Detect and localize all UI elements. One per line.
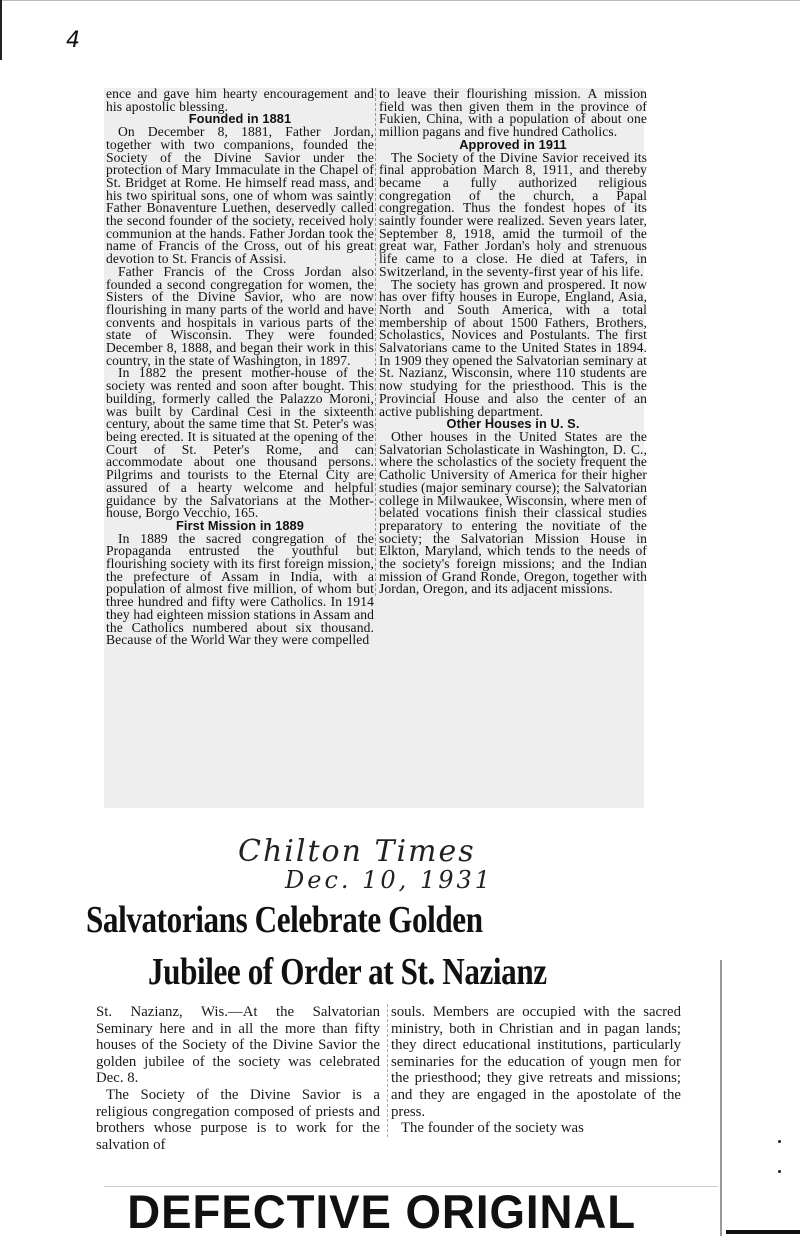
section-subheading: First Mission in 1889 — [176, 517, 304, 533]
section-subheading: Other Houses in U. S. — [446, 416, 580, 432]
handwritten-date: Dec. 10, 1931 — [285, 866, 494, 894]
upper-clipping — [104, 86, 647, 808]
article-left-column — [96, 1004, 380, 1153]
bottom-edge-bar — [726, 1230, 800, 1234]
page-top-edge — [0, 0, 800, 1]
paragraph: In 1889 the sacred congregation of the Propaganda entrusted the youthful but flourishing society with its first foreign mission, the prefecture of Assam in India, with a population of almost five million, of whom but three hundred and fifty were Catholics. In 1914 they had eighteen mission stations in Assam and the Catholics numbered about six thousand. Because of the World War they were compelled — [106, 530, 374, 648]
paragraph: St. Nazianz, Wis.—At the Salvatorian Seminary here and in all the more than fifty houses of the Society of the Divine Savior the golden jubilee of the society was celebrated Dec. 8. — [96, 1004, 380, 1087]
paragraph: souls. Members are occupied with the sacred ministry, both in Christian and in pagan lands; they direct educational institutions, particularly seminaries for the education of yougn men for the priesthood; they give retreats and missions; and they are engaged in the apostolate of the press. — [391, 1004, 681, 1120]
headline-line-1: Salvatorians Celebrate Golden — [86, 899, 483, 941]
upper-right-column — [375, 88, 647, 596]
paragraph: The founder of the society was — [401, 1120, 584, 1137]
defective-original-stamp — [104, 1186, 718, 1237]
section-subheading: Approved in 1911 — [459, 136, 567, 152]
page-number: 4 — [66, 28, 80, 53]
paragraph: On December 8, 1881, Father Jordan, together with two companions, founded the Society of the Divine Savior under the protection of Mary Immaculate in the Chapel of St. Bridget at Rome. He himself read mass, and his two spiritual sons, one of whom was saintly Father Bonaventure Luethen, deservedly called the second founder of the society, received holy communion at the hands. Father Jordan took the name of Francis of the Cross, out of his great devotion to St. Francis of Assisi. — [106, 124, 374, 267]
stamp-text: DEFECTIVE ORIGINAL — [127, 1185, 637, 1238]
paragraph: In 1882 the present mother-house of the society was rented and soon after bought. This building, formerly called the Palazzo Moroni, was built by Cardinal Cesi in the sixteenth century, about the same time that St. Peter's was being erected. It is situated at the opening of the Court of St. Peter's Rome, and can accommodate about one thousand persons. Pilgrims and tourists to the Eternal City are assured of a hearty welcome and helpful guidance by the Salvatorians at the Mother-house, Borgo Vecchio, 165. — [106, 365, 374, 521]
article-right-column — [387, 1004, 681, 1137]
paragraph: Father Francis of the Cross Jordan also founded a second congregation for women, the Sisters of the Divine Savior, who are now flourishing in many parts of the world and have convents and hospitals in various parts of the state of Wisconsin. They were founded December 8, 1888, and began their work in this country, in the state of Washington, in 1897. — [106, 263, 374, 368]
section-subheading: Founded in 1881 — [188, 111, 292, 127]
handwritten-source: Chilton Times — [238, 834, 476, 869]
paragraph: Other houses in the United States are the Salvatorian Scholasticate in Washington, D. C., where the scholastics of the society frequent the Catholic University of America for their higher studies (major seminary course); the Salvatorian college in Milwaukee, Wisconsin, where men of belated vocations finish their classical studies preparatory to entering the novitiate of the society; the Salvatorian Mission House in Elkton, Maryland, which tends to the needs of the society's foreign missions; and the Indian mission of Grand Ronde, Oregon, together with Jordan, Oregon, and its adjacent missions. — [379, 428, 647, 597]
page-left-edge — [0, 0, 2, 60]
paragraph: to leave their flourishing mission. A mission field was then given them in the province of Fukien, China, with a population of about one million pagans and five hundred Catholics. — [379, 86, 647, 140]
speck-mark — [778, 1170, 781, 1173]
headline-line-2: Jubilee of Order at St. Nazianz — [148, 951, 547, 993]
upper-left-column — [106, 88, 374, 647]
paragraph: The Society of the Divine Savior is a religious congregation composed of priests and brothers whose purpose is to work for the salvation of — [96, 1086, 380, 1153]
speck-mark — [778, 1140, 781, 1143]
paragraph: The Society of the Divine Savior received its final approbation March 8, 1911, and thereby became a fully authorized religious congregation of the church, a Papal congregation. Thus the fondest hopes of its saintly founder were realized. Seven years later, September 8, 1918, amid the turmoil of the great war, Father Jordan's holy and strenuous life came to a close. He died at Tafers, in Switzerland, in the seventy-first year of his life. — [379, 149, 647, 279]
paragraph: ence and gave him hearty encouragement and his apostolic blessing. — [106, 86, 374, 114]
paragraph: The society has grown and prospered. It now has over fifty houses in Europe, England, Asia, North and South America, with a total membership of about 1500 Fathers, Brothers, Scholastics, Novices and Postulants. The first Salvatorians came to the United States in 1894. In 1909 they opened the Salvatorian seminary at St. Nazianz, Wisconsin, where 110 students are now studying for the priesthood. This is the Provincial House and also the center of an active publishing department. — [379, 276, 647, 419]
blank-margin-panel — [720, 960, 800, 1236]
